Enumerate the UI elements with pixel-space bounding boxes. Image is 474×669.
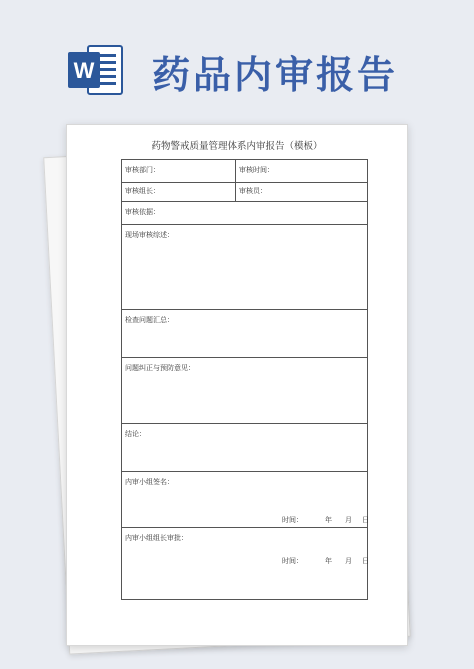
table-row xyxy=(122,225,367,310)
word-icon-letter: W xyxy=(73,58,95,83)
table-row xyxy=(122,358,367,424)
team-sign-label: 内审小组签名： xyxy=(125,478,174,486)
table-row xyxy=(122,424,367,472)
table-row xyxy=(122,472,367,528)
issues-summary-label: 检查问题汇总： xyxy=(125,316,174,324)
month-label: 月 xyxy=(345,516,352,524)
audit-time-label: 审核时间： xyxy=(239,166,274,174)
correction-label: 问题纠正与预防意见： xyxy=(125,364,195,372)
word-icon xyxy=(66,40,126,100)
table-row xyxy=(122,183,367,202)
year-label: 年 xyxy=(325,557,332,565)
day-label: 日 xyxy=(362,516,369,524)
time-label: 时间： xyxy=(282,516,303,524)
month-label: 月 xyxy=(345,557,352,565)
audit-form-table xyxy=(121,159,368,600)
onsite-summary-label: 现场审核综述： xyxy=(125,231,174,239)
table-row xyxy=(122,160,367,183)
year-label: 年 xyxy=(325,516,332,524)
time-label: 时间： xyxy=(282,557,303,565)
audit-dept-label: 审核部门： xyxy=(125,166,160,174)
audit-basis-label: 审核依据： xyxy=(125,208,160,216)
form-title: 药物警戒质量管理体系内审报告（模板） xyxy=(151,141,323,152)
table-row xyxy=(122,202,367,225)
audit-time-cell xyxy=(236,160,367,182)
auditor-label: 审核员： xyxy=(239,187,267,195)
leader-approve-label: 内审小组组长审批： xyxy=(125,534,188,542)
auditor-cell xyxy=(236,183,367,201)
document-page xyxy=(66,124,408,646)
day-label: 日 xyxy=(362,557,369,565)
table-row xyxy=(122,528,367,601)
document-title: 药品内审报告 xyxy=(152,53,399,97)
page-header xyxy=(0,0,474,118)
team-leader-label: 审核组长： xyxy=(125,187,160,195)
conclusion-label: 结论： xyxy=(125,430,146,438)
table-row xyxy=(122,310,367,358)
audit-dept-cell xyxy=(122,160,236,182)
team-leader-cell xyxy=(122,183,236,201)
